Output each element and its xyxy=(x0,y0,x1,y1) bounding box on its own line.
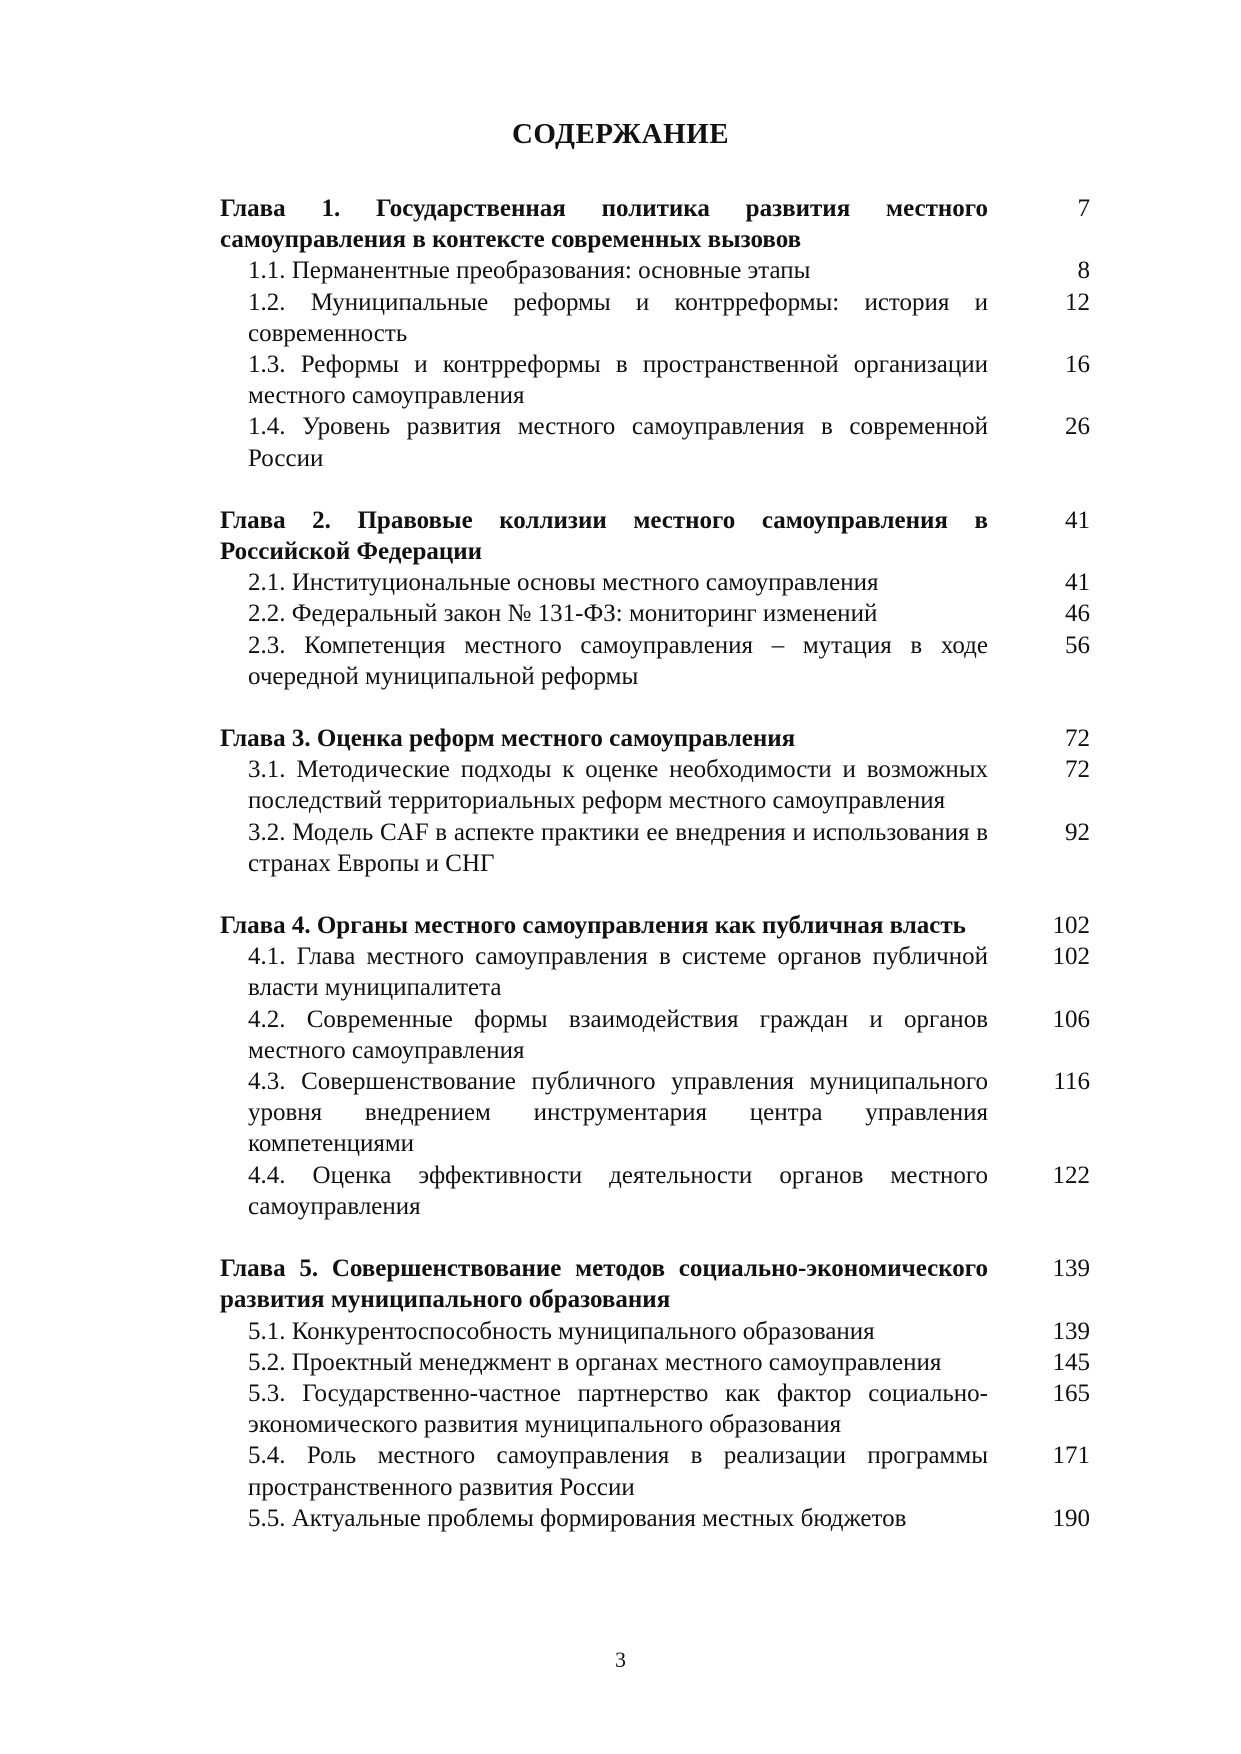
section-page: 8 xyxy=(1077,257,1090,285)
table-of-contents xyxy=(220,193,1090,1565)
section-page: 16 xyxy=(1065,351,1090,379)
section-title: 1.3. Реформы и контрреформы в пространственной организации местного самоуправления xyxy=(248,351,988,410)
section-page: 56 xyxy=(1065,631,1090,659)
chapter-3 xyxy=(220,723,1090,879)
chapter-1 xyxy=(220,193,1090,474)
section-title: 1.1. Перманентные преобразования: основные этапы xyxy=(248,257,811,285)
chapter-title: Глава 5. Совершенствование методов социально-экономического развития муниципального образования xyxy=(220,1255,988,1314)
chapter-page: 7 xyxy=(1077,195,1090,222)
section-page: 102 xyxy=(1052,943,1090,971)
chapter-4 xyxy=(220,910,1090,1222)
section-title: 5.2. Проектный менеджмент в органах местного самоуправления xyxy=(248,1348,942,1376)
section-title: 5.5. Актуальные проблемы формирования местных бюджетов xyxy=(248,1504,907,1532)
toc-entry[interactable] xyxy=(220,349,1090,411)
section-title: 1.4. Уровень развития местного самоуправления в современной России xyxy=(248,413,988,472)
section-page: 46 xyxy=(1065,600,1090,628)
section-title: 5.4. Роль местного самоуправления в реализации программы пространственного развития России xyxy=(248,1442,988,1501)
toc-entry[interactable] xyxy=(220,1004,1090,1066)
section-title: 4.2. Современные формы взаимодействия граждан и органов местного самоуправления xyxy=(248,1005,988,1064)
section-title: 4.3. Совершенствование публичного управления муниципального уровня внедрением инструментария центра управления компетенциями xyxy=(248,1068,988,1158)
toc-entry[interactable] xyxy=(220,754,1090,816)
chapter-title: Глава 2. Правовые коллизии местного самоуправления в Российской Федерации xyxy=(220,506,988,566)
chapter-heading[interactable] xyxy=(220,193,1090,255)
toc-entry[interactable] xyxy=(220,1378,1090,1440)
chapter-heading[interactable] xyxy=(220,723,1090,754)
page-number: 3 xyxy=(615,1647,626,1672)
section-title: 4.4. Оценка эффективности деятельности органов местного самоуправления xyxy=(248,1161,988,1220)
section-page: 12 xyxy=(1065,288,1090,316)
chapter-5 xyxy=(220,1253,1090,1534)
section-page: 41 xyxy=(1065,569,1090,597)
chapter-2 xyxy=(220,505,1090,692)
chapter-page: 72 xyxy=(1065,725,1090,753)
section-title: 1.2. Муниципальные реформы и контрреформы: история и современность xyxy=(248,288,988,347)
toc-entry[interactable] xyxy=(220,817,1090,879)
chapter-heading[interactable] xyxy=(220,910,1090,941)
section-title: 2.3. Компетенция местного самоуправления – мутация в ходе очередной муниципальной реформы xyxy=(248,631,988,690)
section-page: 171 xyxy=(1052,1442,1090,1470)
section-page: 145 xyxy=(1052,1348,1090,1376)
section-page: 116 xyxy=(1053,1068,1090,1096)
section-page: 139 xyxy=(1052,1317,1090,1345)
section-title: 3.2. Модель CAF в аспекте практики ее внедрения и использования в странах Европы и СНГ xyxy=(248,818,988,877)
section-page: 190 xyxy=(1052,1504,1090,1532)
section-title: 4.1. Глава местного самоуправления в системе органов публичной власти муниципалитета xyxy=(248,943,988,1002)
section-page: 165 xyxy=(1052,1379,1090,1407)
toc-entry[interactable] xyxy=(220,1066,1090,1160)
page-title: СОДЕРЖАНИЕ xyxy=(511,118,730,150)
section-page: 122 xyxy=(1052,1161,1090,1189)
section-title: 2.2. Федеральный закон № 131-ФЗ: мониторинг изменений xyxy=(248,600,878,628)
section-title: 2.1. Институциональные основы местного самоуправления xyxy=(248,569,879,597)
toc-entry[interactable] xyxy=(220,1316,1090,1347)
chapter-heading[interactable] xyxy=(220,1253,1090,1315)
chapter-title: Глава 3. Оценка реформ местного самоуправления xyxy=(220,725,796,753)
chapter-heading[interactable] xyxy=(220,505,1090,567)
section-page: 106 xyxy=(1052,1005,1090,1033)
toc-entry[interactable] xyxy=(220,630,1090,692)
section-title: 5.3. Государственно-частное партнерство как фактор социально-экономического развития муниципального образования xyxy=(248,1379,988,1439)
toc-entry[interactable] xyxy=(220,411,1090,473)
chapter-page: 41 xyxy=(1065,506,1090,534)
toc-entry[interactable] xyxy=(220,1160,1090,1222)
section-page: 26 xyxy=(1065,413,1090,441)
chapter-title: Глава 1. Государственная политика развития местного самоуправления в контексте современных вызовов xyxy=(220,195,988,254)
toc-entry[interactable] xyxy=(220,567,1090,598)
toc-entry[interactable] xyxy=(220,598,1090,629)
toc-entry[interactable] xyxy=(220,1503,1090,1534)
toc-entry[interactable] xyxy=(220,255,1090,286)
section-title: 3.1. Методические подходы к оценке необходимости и возможных последствий территориальных реформ местного самоуправления xyxy=(248,756,988,815)
chapter-page: 139 xyxy=(1052,1255,1090,1283)
section-page: 92 xyxy=(1065,818,1090,846)
section-title: 5.1. Конкурентоспособность муниципального образования xyxy=(248,1317,875,1345)
toc-entry[interactable] xyxy=(220,1440,1090,1502)
section-page: 72 xyxy=(1065,756,1090,784)
chapter-page: 102 xyxy=(1052,912,1090,940)
toc-entry[interactable] xyxy=(220,941,1090,1003)
toc-entry[interactable] xyxy=(220,287,1090,349)
toc-entry[interactable] xyxy=(220,1347,1090,1378)
chapter-title: Глава 4. Органы местного самоуправления как публичная власть xyxy=(220,912,966,940)
